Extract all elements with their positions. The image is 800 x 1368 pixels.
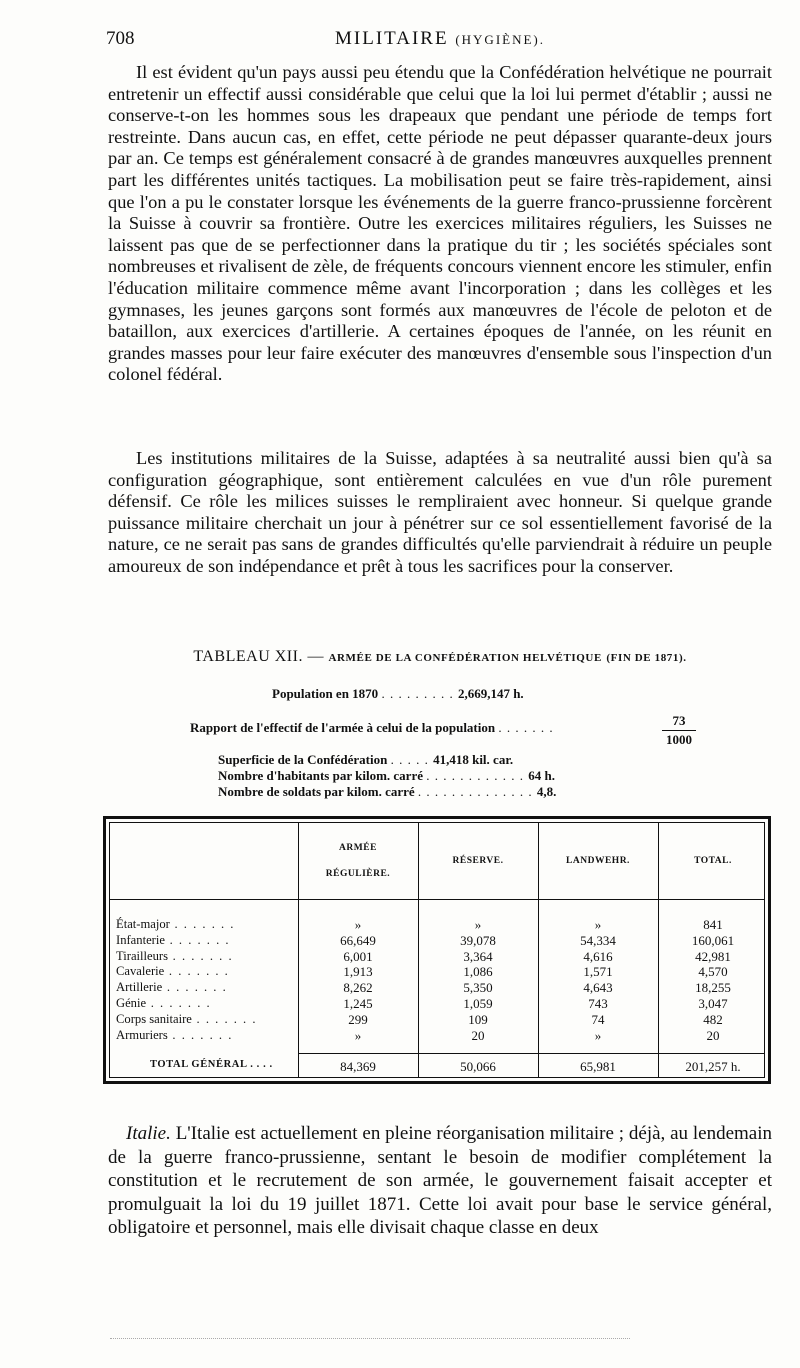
grand-total-reserve: 50,066 [460,1059,496,1074]
grand-total-landwehr: 65,981 [580,1059,616,1074]
footer-rule [110,1338,630,1339]
stat-habitants: Nombre d'habitants par kilom. carré . . . . . . . . . . . . 64 h. [218,768,555,783]
paragraph-suisse-institutions: Les institutions militaires de la Suisse, adaptées à sa neutralité aussi bien qu'à sa configuration géographique, sont entièrement calculées en vue d'un rôle purement défensif. Ce rôle les milices suisses le rempliraient avec honneur. Si quelque grande puissance militaire cherchait un jour à pénétrer sur ce sol essentiellement favorisé de la nature, ce ne serait pas sans de grandes difficultés qu'elle parviendrait à réduire un peuple amoureux de son indépendance et prêt à tous les sacrifices pour la conserver. [108,448,772,576]
army-table [103,816,771,1084]
row-label: Cavalerie . . . . . . . [116,964,230,979]
header-reserve: RÉSERVE. [452,856,504,866]
cell-reserve: 20 [471,1027,485,1043]
cell-total: 482 [703,1011,723,1027]
cell-reserve: 1,059 [463,996,493,1011]
stat-soldats-value: 4,8. [536,784,557,799]
running-head [100,28,780,50]
grand-total-reguliere: 84,369 [340,1059,376,1074]
cell-reguliere: » [354,1027,362,1043]
cell-total: 20 [706,1027,720,1043]
running-title [100,28,780,50]
row-label: Corps sanitaire . . . . . . . [116,1011,257,1026]
cell-reserve: 39,078 [460,932,496,948]
page-number: 708 [106,28,135,49]
cell-reguliere: 66,649 [340,932,376,948]
cell-total: 3,047 [698,996,728,1011]
cell-total: 42,981 [695,948,731,964]
paragraph-italie [108,1122,772,1240]
cell-landwehr: 743 [588,996,608,1011]
total-rule [298,1053,764,1054]
stat-soldats-label: Nombre de soldats par kilom. carré [218,784,415,799]
header-armee-reguliere-line1: ARMÉE [339,843,377,853]
header-rule [110,899,764,900]
table-title-prefix: TABLEAU XII. — [193,648,324,665]
row-label: Tirailleurs . . . . . . . [116,948,234,963]
header-total: TOTAL. [694,856,732,866]
cell-reguliere: 1,913 [343,964,373,980]
row-label: Armuriers . . . . . . . [116,1027,233,1042]
grand-total-total: 201,257 h. [685,1059,741,1074]
stat-superficie-label: Superficie de la Confédération [218,752,388,767]
cell-landwehr: 1,571 [583,964,613,980]
stat-habitants-value: 64 h. [528,768,555,783]
stat-population-value: 2,669,147 h. [457,686,524,701]
stat-rapport-denominator: 1000 [666,732,692,747]
cell-total: 841 [703,917,723,932]
table-title-main: ARMÉE DE LA CONFÉDÉRATION HELVÉTIQUE [328,652,602,664]
cell-landwehr: 4,616 [583,948,613,964]
cell-reserve: » [474,917,482,932]
row-label: État-major . . . . . . . [116,917,235,931]
cell-total: 18,255 [695,980,731,996]
stat-soldats: Nombre de soldats par kilom. carré . . . . . . . . . . . . . . 4,8. [218,784,557,799]
table-title [108,648,772,666]
stat-population: Population en 1870 . . . . . . . . . 2,669,147 h. [272,686,524,701]
header-armee-reguliere [298,823,418,899]
cell-landwehr: 54,334 [580,932,616,948]
stat-rapport-label: Rapport de l'effectif de l'armée à celui de la population [190,720,496,735]
stat-rapport: Rapport de l'effectif de l'armée à celui de la population . . . . . . . [190,720,554,735]
stat-rapport-fraction [662,713,696,748]
cell-reguliere: » [354,917,362,932]
stat-superficie: Superficie de la Confédération . . . . . 41,418 kil. car. [218,752,514,767]
cell-landwehr: » [594,1027,602,1043]
header-armee-reguliere-line2: RÉGULIÈRE. [325,869,391,879]
stat-habitants-label: Nombre d'habitants par kilom. carré [218,768,423,783]
row-label: Artillerie . . . . . . . [116,980,228,995]
stat-population-label: Population en 1870 [272,686,379,701]
table-title-suffix: (FIN DE 1871). [606,652,687,664]
cell-reguliere: 1,245 [343,996,373,1011]
cell-reserve: 1,086 [463,964,493,980]
header-landwehr: LANDWEHR. [566,856,630,866]
stat-superficie-value: 41,418 kil. car. [433,752,514,767]
cell-total: 4,570 [698,964,728,980]
cell-reguliere: 299 [348,1011,368,1027]
paragraph-italie-lead: Italie. [126,1123,171,1144]
cell-landwehr: 4,643 [583,980,613,996]
cell-reserve: 109 [468,1011,488,1027]
cell-reguliere: 6,001 [343,948,373,964]
cell-total: 160,061 [691,932,735,948]
cell-reserve: 3,364 [463,948,493,964]
running-title-paren: (HYGIÈNE). [455,32,545,47]
grand-total-label: TOTAL GÉNÉRAL . . . . [150,1059,273,1070]
row-label: Infanterie . . . . . . . [116,932,231,947]
paragraph-italie-text: L'Italie est actuellement en pleine réorganisation militaire ; déjà, au lendemain de la guerre franco-prussienne, sentant le besoin de modifier complétement la constitution et le recrutement de son armée, le gouvernement faisait accepter et promulguait la loi du 19 juillet 1871. Cette loi avait pour base le service général, obligatoire et personnel, mais elle divisait chaque classe en deux [108,1123,772,1238]
army-table-inner [109,822,765,1078]
cell-reserve: 5,350 [463,980,493,996]
cell-reguliere: 8,262 [343,980,373,996]
cell-landwehr: » [594,917,602,932]
running-title-main: MILITAIRE [335,28,449,49]
row-label: Génie . . . . . . . [116,996,212,1010]
stat-rapport-numerator: 73 [662,713,696,731]
cell-landwehr: 74 [591,1011,605,1027]
paragraph-suisse-service: Il est évident qu'un pays aussi peu étendu que la Confédération helvétique ne pourrait entretenir un effectif aussi considérable que celui que la loi lui permet d'établir ; aussi ne conserve-t-on les hommes sous les drapeaux que pendant une période de temps fort restreinte. Dans aucun cas, en effet, cette période ne peut dépasser quarante-deux jours par an. Ce temps est généralement consacré à de grandes manœuvres auxquelles prennent part les différentes unités tactiques. La mobilisation peut se faire très-rapidement, ainsi que l'on a pu le constater lorsque les événements de la guerre franco-prussienne forcèrent la Suisse à couvrir sa frontière. Outre les exercices militaires réguliers, les Suisses ne laissent pas que de se perfectionner dans la pratique du tir ; les sociétés spéciales sont nombreuses et rivalisent de zèle, de fréquents concours viennent encore les stimuler, enfin l'éducation militaire commence même avant l'incorporation ; dans les collèges et les gymnases, les jeunes garçons sont formés aux manœuvres de l'école de peloton et de bataillon, aux exercices d'artillerie. A certaines époques de l'année, on les réunit en grandes masses pour leur faire exécuter des manœuvres d'ensemble sous l'inspection d'un colonel fédéral. [108,62,772,385]
